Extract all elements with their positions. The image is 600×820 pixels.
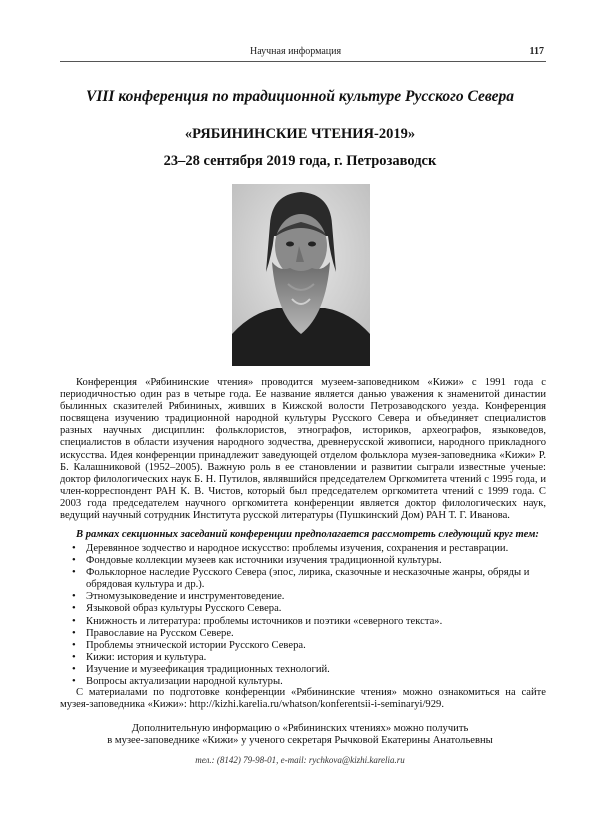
topic-item [70, 652, 546, 664]
topic-item [70, 543, 546, 555]
intro-text [60, 377, 546, 522]
bullet-icon: • [72, 663, 76, 675]
topic-item [70, 555, 546, 567]
conference-title: VIII конференция по традиционной культуре Русского Севера [86, 88, 514, 105]
topic-text: Фондовые коллекции музеев как источники изучения традиционной культуры. [86, 555, 442, 567]
bullet-icon: • [72, 639, 76, 651]
topic-text: Языковой образ культуры Русского Севера. [86, 603, 282, 615]
topics-list [70, 543, 546, 688]
conference-subtitle: «РЯБИНИНСКИЕ ЧТЕНИЯ-2019» [184, 126, 416, 142]
portrait-photo [232, 184, 370, 366]
bullet-icon: • [72, 676, 76, 688]
topic-item [70, 567, 546, 591]
topics-heading: В рамках секционных заседаний конференции предполагается рассмотреть следующий круг тем: [76, 529, 539, 540]
topic-item [70, 664, 546, 676]
contact-line-1: Дополнительную информацию о «Рябининских чтениях» можно получить [131, 723, 469, 734]
bullet-icon: • [72, 543, 76, 554]
topic-text: Книжность и литература: проблемы источников и поэтики «северного текста». [86, 615, 443, 627]
bullet-icon: • [72, 627, 76, 639]
topic-item [70, 628, 546, 640]
topic-text: Кижи: история и культура. [86, 651, 207, 663]
topic-text: Вопросы актуализации народной культуры. [86, 676, 283, 688]
bullet-icon: • [72, 603, 76, 615]
materials-paragraph: С материалами по подготовке конференции «Рябининские чтения» можно ознакомиться на сайте музея-заповедника «Кижи»: http://kizhi.karelia.ru/whatson/konferentsii-i-seminaryi/929. [60, 687, 546, 711]
topic-item [70, 616, 546, 628]
running-head-section: Научная информация [250, 46, 342, 57]
bullet-icon: • [72, 591, 76, 603]
materials-text [60, 687, 546, 711]
portrait-illustration [232, 184, 370, 366]
conference-dateline: 23–28 сентября 2019 года, г. Петрозаводск [163, 153, 437, 169]
topic-text: Деревянное зодчество и народное искусство: проблемы изучения, сохранения и реставрации. [86, 543, 509, 554]
bullet-icon: • [72, 615, 76, 627]
topic-text: Этномузыковедение и инструментоведение. [86, 591, 285, 603]
bullet-icon: • [72, 555, 76, 567]
topic-text: Православие на Русском Севере. [86, 627, 234, 639]
topic-item [70, 603, 546, 615]
intro-paragraph: Конференция «Рябининские чтения» проводится музеем-заповедником «Кижи» с 1991 года с периодичностью один раз в четыре года. Ее название является данью уважения к знаменитой династии былинных сказителей Рябининых, живших в Кижской волости Петрозаводского уезда. Конференция посвящена изучению традиционной народной культуры Русского Севера и объединяет специалистов разных научных дисциплин: фольклористов, этнографов, историков, археографов, языковедов, специалистов в области изучения народного зодчества, древнерусской живописи, народного прикладного искусства. Идея конференции принадлежит заведующей отделом фольклора музея-заповедника «Кижи» Р. Б. Калашниковой (1952–2005). Важную роль в ее становлении и развитии сыграли известные ученые: доктор филологических наук Б. Н. Путилов, являвшийся председателем Оргкомитета чтений с 1995 года, и член-корреспондент РАН К. В. Чистов, который был председателем оргкомитета чтений с 1999 года. С 2003 года председателем научного оргкомитета конференции является доктор филологических наук, ведущий научный сотрудник Института русской литературы (Пушкинский Дом) РАН Т. Г. Иванова. [60, 377, 546, 522]
topic-item [70, 640, 546, 652]
header-divider [60, 61, 546, 62]
contact-block [0, 723, 600, 747]
bullet-icon: • [72, 567, 76, 579]
contact-line-2: в музее-заповеднике «Кижи» у ученого секретаря Рычковой Екатерины Анатольевны [107, 735, 493, 747]
bullet-icon: • [72, 651, 76, 663]
phone-email-line: тел.: (8142) 79-98-01, e-mail: rychkova@kizhi.karelia.ru [195, 755, 405, 765]
topic-text: Фольклорное наследие Русского Севера (эпос, лирика, сказочные и несказочные жанры, обряды и обрядовая культура и др.). [86, 567, 530, 591]
topic-item [70, 591, 546, 603]
topic-text: Изучение и музеефикация традиционных технологий. [86, 663, 330, 675]
page-number: 117 [529, 46, 544, 57]
topic-text: Проблемы этнической истории Русского Севера. [86, 639, 306, 651]
